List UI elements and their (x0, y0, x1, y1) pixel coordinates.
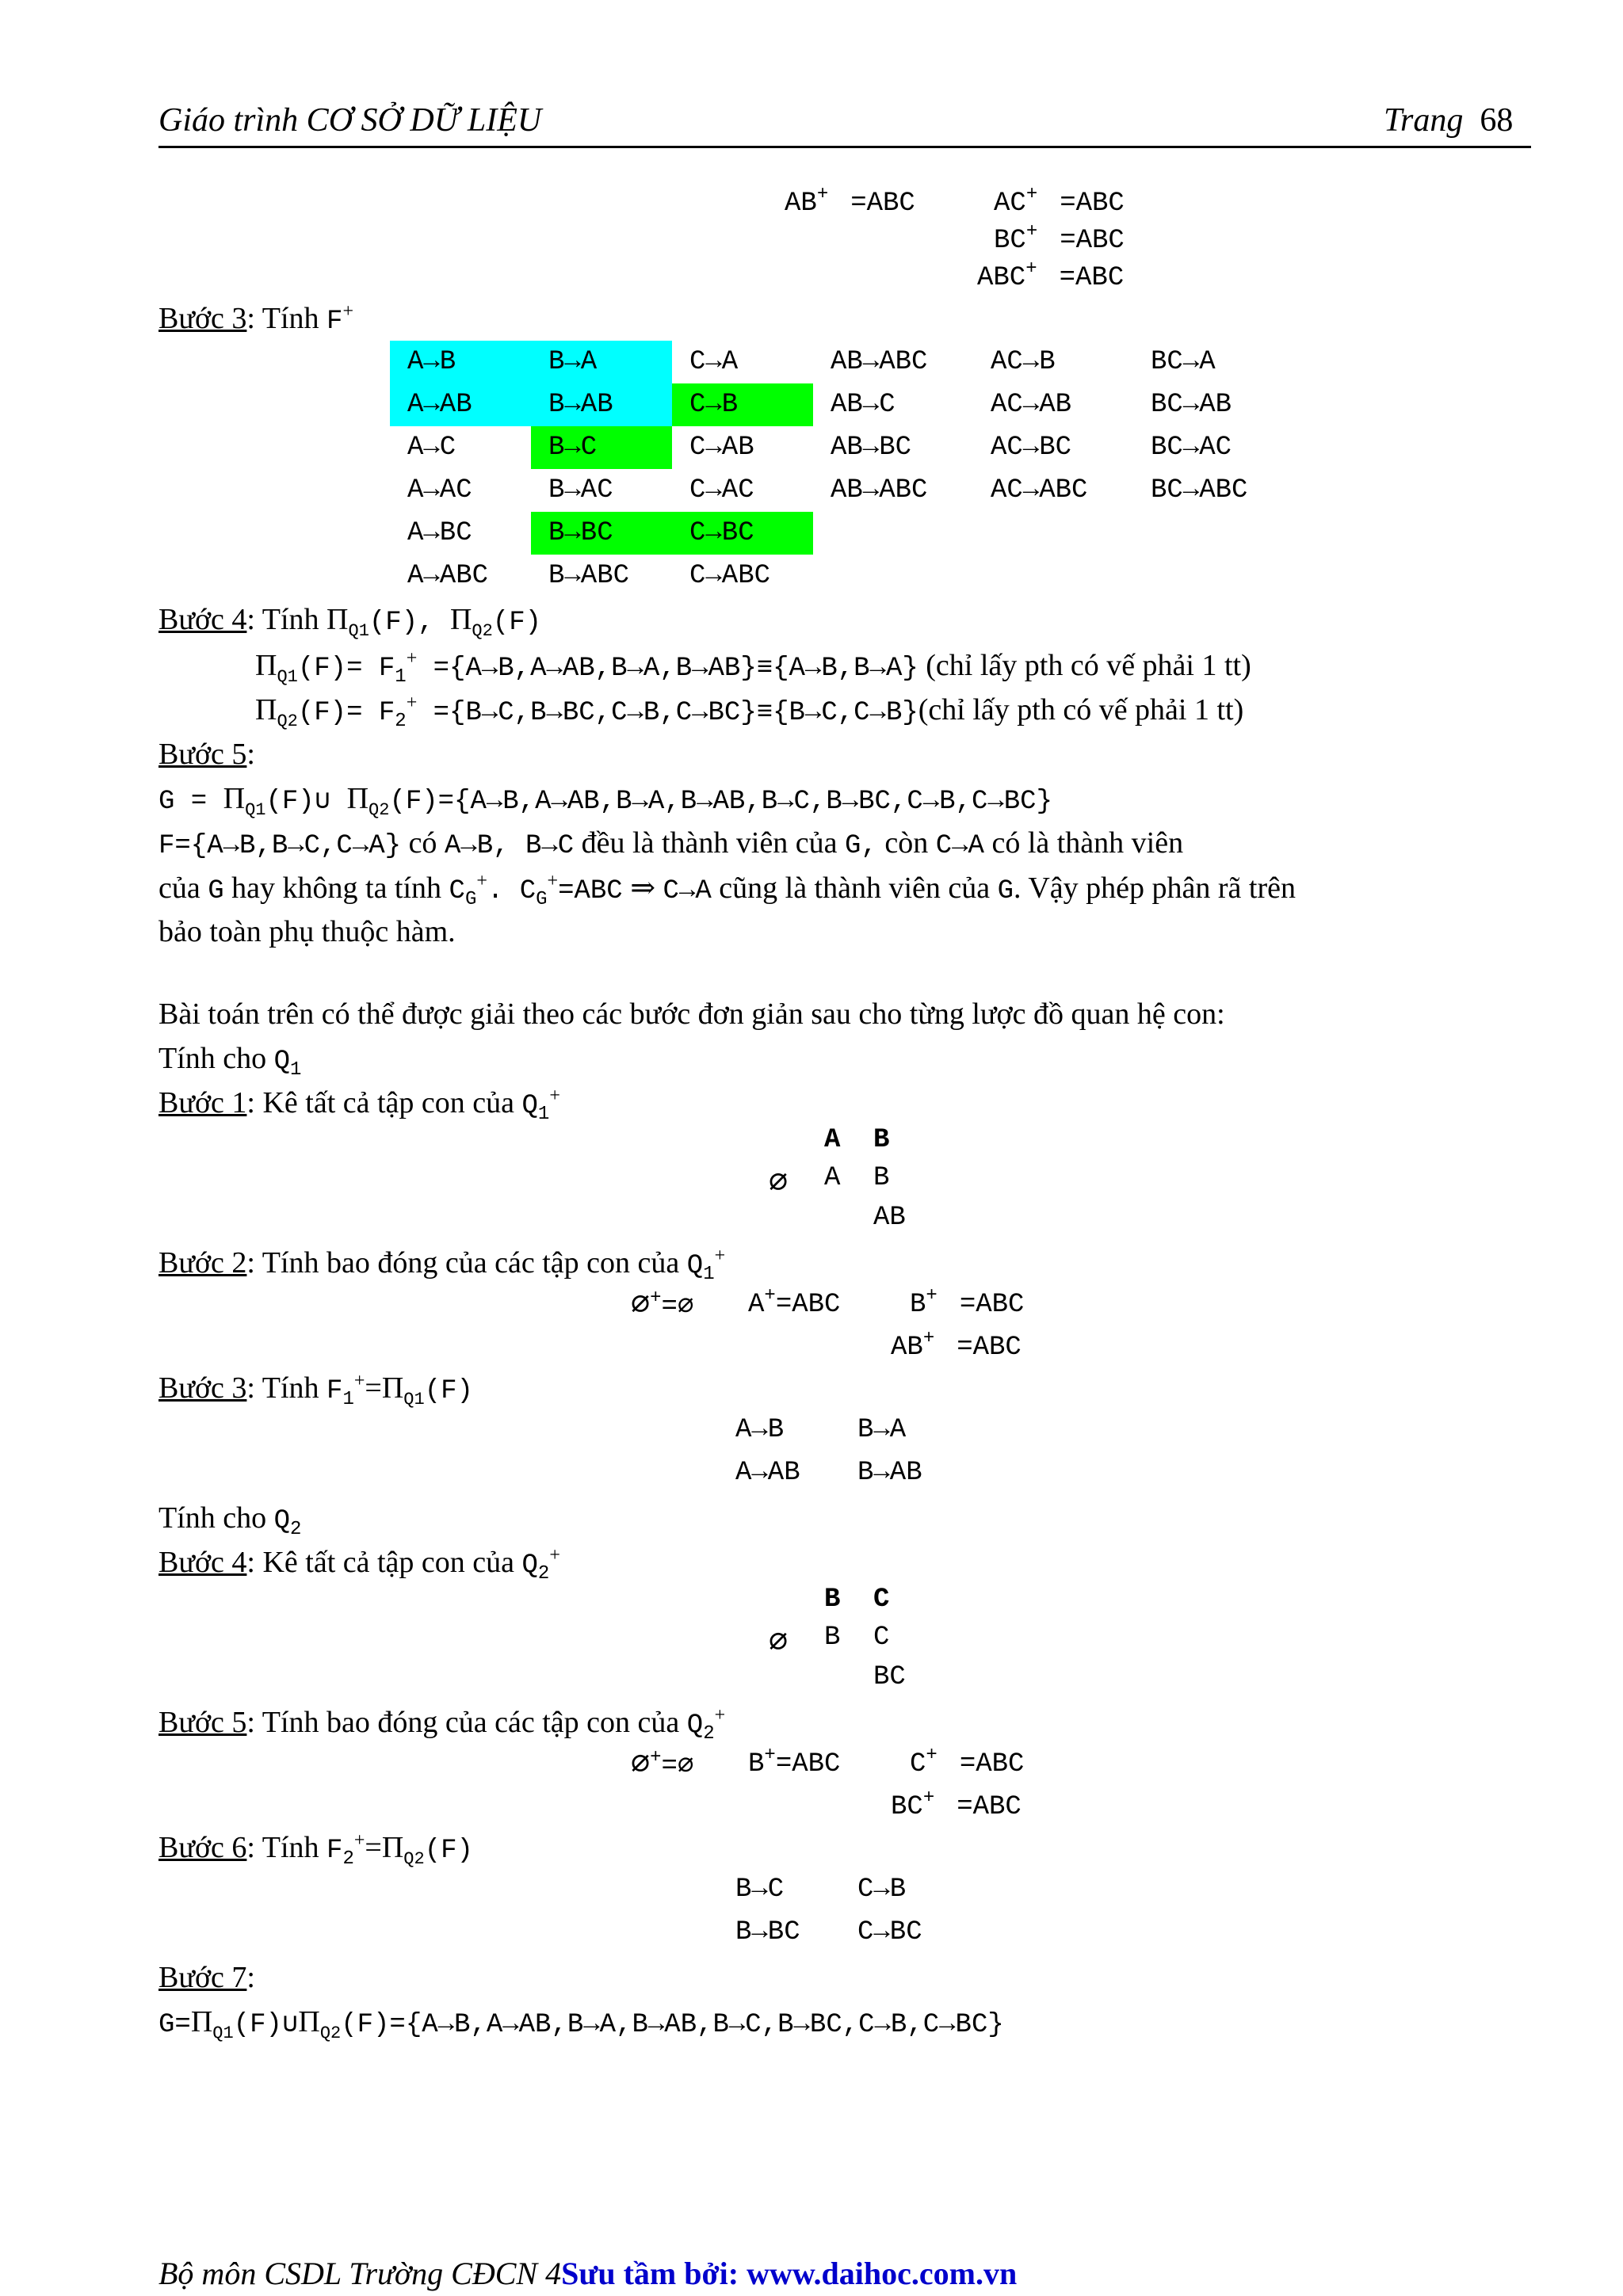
q1-ab: AB (873, 1203, 906, 1233)
q1-a-closure: A+=ABC (748, 1285, 841, 1320)
fplus-cell: B→AB (531, 383, 672, 426)
fplus-cell: B→AC (548, 475, 613, 505)
closure-ab: AB+ =ABC (785, 184, 915, 219)
page-label-text: Trang (1384, 102, 1464, 139)
step5-para-3: bảo toàn phụ thuộc hàm. (158, 915, 456, 948)
fplus-cell: B→C (531, 426, 672, 469)
q2-empty-closure: ∅+=∅ (631, 1747, 694, 1783)
fplus-cell: AB→ABC (831, 475, 928, 505)
fplus-cell: A→ABC (407, 561, 489, 591)
fplus-cell: AC→AB (991, 390, 1072, 420)
page-number: 68 (1480, 102, 1514, 139)
fplus-cell: C→AC (689, 475, 754, 505)
step5-para-1: F={A→B,B→C,C→A} có A→B, B→C đều là thành viên của G, còn C→A có là thành viên (158, 826, 1184, 861)
q2-head-c: C (873, 1585, 890, 1615)
q1-empty-closure: ∅+=∅ (631, 1287, 694, 1324)
q2-b: B (824, 1623, 841, 1653)
step5-heading: Bước 5: (158, 738, 255, 771)
q1-step2-heading: Bước 2: Tính bao đóng của các tập con của $Q_1^+$ (158, 1245, 726, 1285)
step7-heading: Bước 7: (158, 1961, 255, 1994)
q2-fd-0-1: C→B (857, 1875, 907, 1905)
tinh-cho-q2: Tính cho $Q_2$ (158, 1501, 302, 1540)
fplus-cell: AC→B (991, 347, 1056, 377)
step4-line1: $\Pi_{Q1}(F)= F_1^+ =\{A\to B,A\to AB,B\to A,B\to AB\}\equiv\{A\to B,B\to A\}$ (chỉ lấy pth có vế phải 1 tt) (255, 648, 1251, 688)
fplus-cell: A→C (407, 433, 456, 463)
q2-c-closure: C+ =ABC (910, 1745, 1025, 1779)
q2-fd-0-0: B→C (735, 1875, 785, 1905)
q2-step5-heading: Bước 5: Tính bao đóng của các tập con của $Q_2^+$ (158, 1705, 726, 1745)
q1-fd-1-0: A→AB (735, 1458, 800, 1488)
fplus-cell: BC→ABC (1151, 475, 1248, 505)
fplus-cell: BC→A (1151, 347, 1216, 377)
fplus-cell: A→AB (390, 383, 531, 426)
fplus-cell: AB→ABC (831, 347, 928, 377)
q2-fd-1-1: C→BC (857, 1917, 922, 1947)
q2-c: C (873, 1623, 890, 1653)
closure-abc: ABC+ =ABC (977, 258, 1125, 293)
q2-b-closure: B+=ABC (748, 1745, 841, 1779)
q2-step6-heading: Bước 6: Tính $F_2^+=\Pi_{Q2}(F)$ (158, 1830, 473, 1870)
fplus-cell: A→B (390, 341, 531, 383)
q1-ab-closure: AB+ =ABC (891, 1328, 1022, 1363)
step4-line2: $\Pi_{Q2}(F)= F_2^+$ ={B→C,B→BC,C→B,C→BC}≡{B→C,C→B}(chỉ lấy pth có vế phải 1 tt) (255, 692, 1244, 732)
step7-g-line: $G=\Pi_{Q1}(F)\cup\Pi_{Q2}(F)=\{A\to B,A\to AB,B\to A,B\to AB,B\to C,B\to BC,C\to B,C\to BC\}$ (158, 2005, 1004, 2043)
fplus-cell: BC→AC (1151, 433, 1232, 463)
footer-source-label: Sưu tầm bởi: (561, 2256, 747, 2291)
q1-step1-heading: Bước 1: Kê tất cả tập con của $Q_1^+$ (158, 1085, 560, 1125)
footer-link[interactable]: www.daihoc.com.vn (747, 2256, 1018, 2291)
fplus-cell: B→BC (531, 512, 672, 555)
step5-para-2: của G hay không ta tính $C_G^+$. $C_G^+=ABC$ ⇒ C→A cũng là thành viên của G. Vậy phép phân rã trên (158, 871, 1296, 910)
q1-fd-0-1: B→A (857, 1415, 907, 1445)
q2-bc: BC (873, 1662, 906, 1692)
tinh-cho-q1: Tính cho $Q_1$ (158, 1042, 302, 1081)
header-rule (158, 146, 1531, 148)
q2-bc-closure: BC+ =ABC (891, 1787, 1022, 1822)
q1-fd-1-1: B→AB (857, 1458, 922, 1488)
footer (158, 2255, 1017, 2292)
q2-step4-heading: Bước 4: Kê tất cả tập con của $Q_2^+$ (158, 1545, 560, 1585)
page-label (1384, 101, 1513, 139)
q1-b: B (873, 1163, 890, 1193)
q1-fd-0-0: A→B (735, 1415, 785, 1445)
step3-heading: Bước 3: Tính F+ (158, 301, 353, 337)
step4-heading: Bước 4: Tính $\Pi_{Q1}(F)$, $\Pi_{Q2}(F)$ (158, 603, 542, 641)
fplus-cell: AC→BC (991, 433, 1072, 463)
fplus-cell: AB→BC (831, 433, 912, 463)
step5-g-line: $G = \Pi_{Q1}(F)\cup$ $\Pi_{Q2}(F)=\{A\to B,A\to AB,B\to A,B\to AB,B\to C,B\to BC,C\to B,C\to BC\}$ (158, 782, 1052, 820)
q1-a: A (824, 1163, 841, 1193)
closure-ac: AC+ =ABC (994, 184, 1125, 219)
fplus-cell: A→BC (407, 518, 472, 548)
footer-text: Bộ môn CSDL Trường CĐCN 4 (158, 2256, 562, 2291)
intro-line: Bài toán trên có thể được giải theo các bước đơn giản sau cho từng lược đồ quan hệ con: (158, 997, 1225, 1031)
fplus-cell: C→A (689, 347, 739, 377)
q1-b-closure: B+ =ABC (910, 1285, 1025, 1320)
q1-head-a: A (824, 1125, 841, 1155)
q1-step3-heading: Bước 3: Tính $F_1^+=\Pi_{Q1}(F)$ (158, 1371, 473, 1410)
document-title: Giáo trình CƠ SỞ DỮ LIỆU (158, 102, 542, 139)
fplus-cell: AC→ABC (991, 475, 1088, 505)
fplus-cell: C→AB (689, 433, 754, 463)
closure-bc: BC+ =ABC (994, 221, 1125, 256)
q2-empty: ∅ (769, 1626, 789, 1661)
fplus-cell: C→B (672, 383, 813, 426)
fplus-cell: B→A (531, 341, 672, 383)
fplus-cell: B→ABC (548, 561, 630, 591)
q2-head-b: B (824, 1585, 841, 1615)
q2-fd-1-0: B→BC (735, 1917, 800, 1947)
fplus-cell: A→AC (407, 475, 472, 505)
fplus-cell: AB→C (831, 390, 896, 420)
q1-empty: ∅ (769, 1166, 789, 1202)
fplus-cell: C→ABC (689, 561, 771, 591)
q1-head-b: B (873, 1125, 890, 1155)
fplus-cell: C→BC (672, 512, 813, 555)
fplus-cell: BC→AB (1151, 390, 1232, 420)
